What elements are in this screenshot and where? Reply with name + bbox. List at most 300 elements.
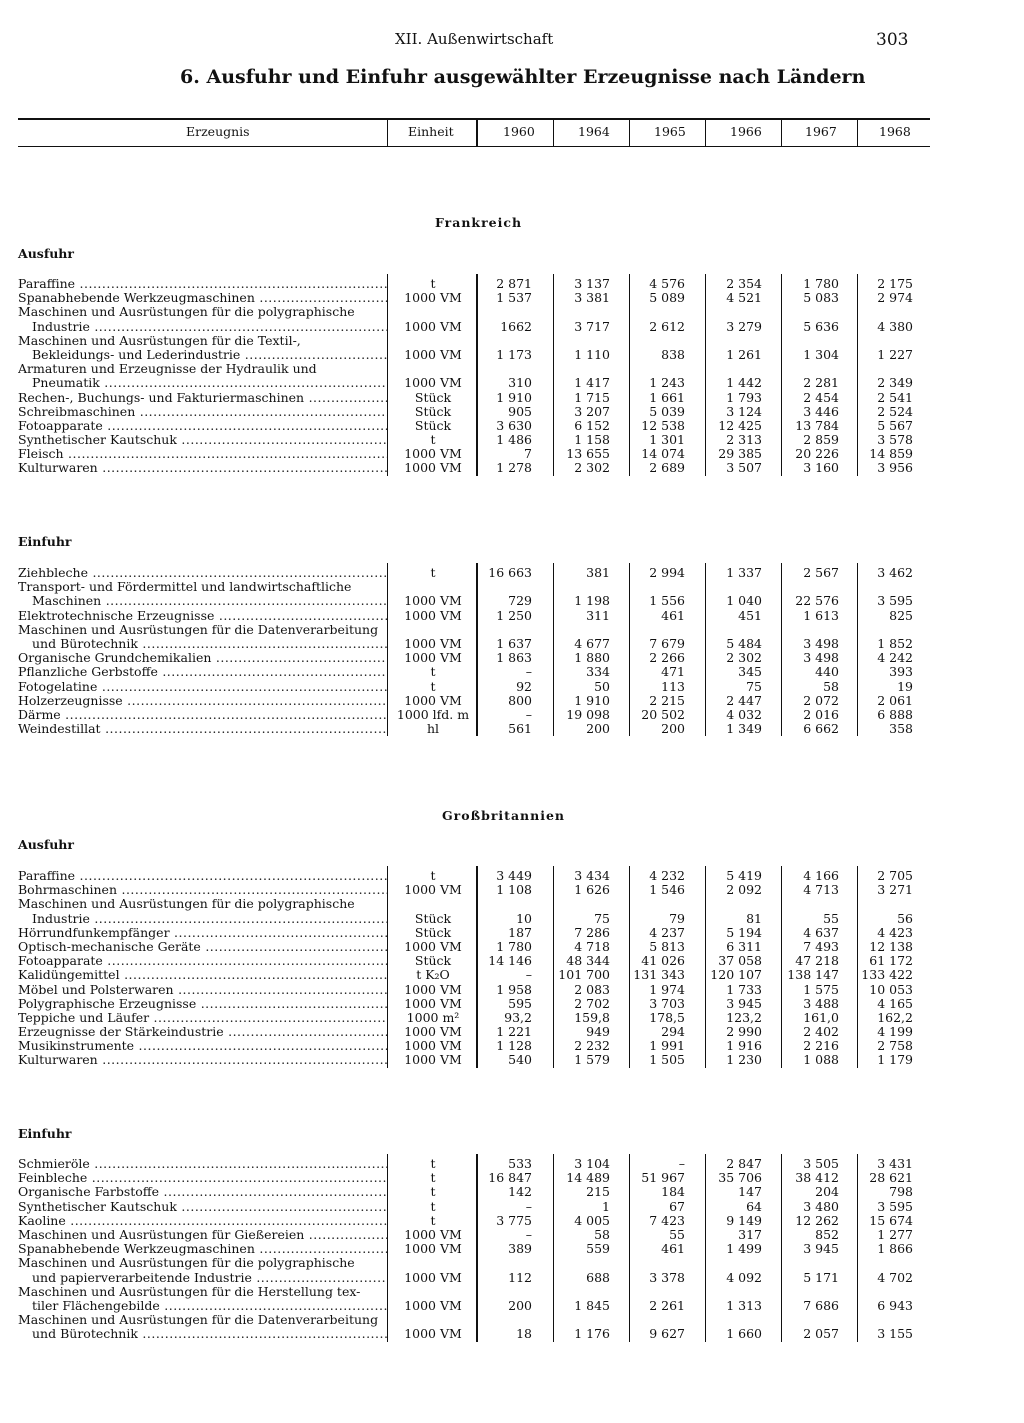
value-cell: 451 <box>738 607 762 623</box>
value-cell: 358 <box>889 721 913 737</box>
value-cell: 1 556 <box>649 593 685 609</box>
value-cell: 6 943 <box>877 1297 913 1313</box>
value-cell: 56 <box>897 910 913 926</box>
row-label <box>18 391 388 405</box>
table-row <box>18 883 930 897</box>
table-row <box>18 291 930 305</box>
row-label <box>18 1025 388 1039</box>
column-divider <box>387 1154 388 1342</box>
value-cell: 1 537 <box>496 290 532 306</box>
row-label <box>18 1242 388 1256</box>
value-cell: 5 039 <box>649 403 685 419</box>
unit-cell: t <box>430 1184 436 1200</box>
value-cell: 2 216 <box>803 1038 839 1054</box>
value-cell: 729 <box>508 593 532 609</box>
unit-cell: t <box>430 565 436 580</box>
value-cell: 2 061 <box>877 692 913 708</box>
row-label <box>18 405 388 419</box>
value-cell: 1 158 <box>574 432 610 448</box>
unit-cell: 1000 VM <box>404 1326 462 1342</box>
value-cell: 7 423 <box>649 1212 685 1228</box>
column-divider <box>387 866 388 1068</box>
value-cell: 1 575 <box>803 981 839 997</box>
column-header-year: 1964 <box>578 124 610 139</box>
table-row <box>18 305 930 333</box>
row-label <box>18 1011 388 1025</box>
value-cell: 389 <box>508 1241 532 1257</box>
row-label-text: und Bürotechnik ..... <box>32 637 388 651</box>
unit-cell: t <box>430 276 436 291</box>
value-cell: 1 579 <box>574 1052 610 1068</box>
value-cell: 2 994 <box>649 565 685 580</box>
value-cell: 58 <box>823 678 839 694</box>
value-cell: 2 524 <box>877 403 913 419</box>
value-cell: 1 910 <box>574 692 610 708</box>
table-row <box>18 566 930 580</box>
column-header-year: 1968 <box>879 124 911 139</box>
column-header-unit: Einheit <box>408 124 454 139</box>
table-row <box>18 983 930 997</box>
table-row <box>18 580 930 608</box>
value-cell: 4 637 <box>803 924 839 940</box>
value-cell: 3 480 <box>803 1198 839 1214</box>
row-label-line <box>18 912 388 926</box>
value-cell: 2 175 <box>877 276 913 291</box>
unit-cell: 1000 VM <box>404 1226 462 1242</box>
table-row <box>18 651 930 665</box>
value-cell: 310 <box>508 375 532 391</box>
row-label <box>18 609 388 623</box>
value-cell: 50 <box>594 678 610 694</box>
value-cell: 3 155 <box>877 1326 913 1342</box>
value-cell: 1 863 <box>496 650 532 666</box>
value-cell: 1 417 <box>574 375 610 391</box>
unit-cell: Stück <box>414 910 452 926</box>
value-cell: 5 636 <box>803 318 839 334</box>
column-header-product: Erzeugnis <box>186 124 250 139</box>
value-cell: 311 <box>586 607 610 623</box>
value-cell: 1 661 <box>649 389 685 405</box>
value-cell: 4 423 <box>877 924 913 940</box>
column-divider <box>781 563 782 736</box>
value-cell: 3 505 <box>803 1156 839 1171</box>
value-cell: 1 486 <box>496 432 532 448</box>
unit-cell: 1000 VM <box>404 1269 462 1285</box>
value-cell: 5 089 <box>649 290 685 306</box>
value-cell: 393 <box>889 664 913 680</box>
table-row <box>18 1157 930 1171</box>
value-cell: 1 793 <box>726 389 762 405</box>
value-cell: 37 058 <box>718 953 762 969</box>
value-cell: 4 232 <box>649 868 685 883</box>
row-label-text: Musikinstrumente ..... <box>18 1039 388 1053</box>
row-label <box>18 277 388 291</box>
value-cell: 159,8 <box>574 1009 610 1025</box>
value-cell: 5 484 <box>726 635 762 651</box>
value-cell: 6 311 <box>726 938 762 954</box>
value-cell: 4 521 <box>726 290 762 306</box>
value-cell: 1 780 <box>803 276 839 291</box>
row-label-text: Maschinen und Ausrüstungen für Gießereien ..... <box>18 1228 388 1242</box>
unit-cell: Stück <box>414 417 452 433</box>
row-label-text: Industrie ..... <box>32 320 388 334</box>
table-row <box>18 362 930 390</box>
column-divider <box>857 1154 858 1342</box>
value-cell: 92 <box>516 678 532 694</box>
column-divider <box>476 563 478 736</box>
value-cell: 6 662 <box>803 721 839 737</box>
value-cell: 2 705 <box>877 868 913 883</box>
value-cell: 294 <box>661 1024 685 1040</box>
value-cell: 2 847 <box>726 1156 762 1171</box>
row-label <box>18 291 388 305</box>
group-heading: Ausfuhr <box>18 837 74 852</box>
table-row <box>18 680 930 694</box>
value-cell: 1 442 <box>726 375 762 391</box>
unit-cell: hl <box>426 721 440 737</box>
row-label-line: Maschinen und Ausrüstungen für die polygraphische <box>18 1256 355 1271</box>
value-cell: 1 845 <box>574 1297 610 1313</box>
value-cell: 2 083 <box>574 981 610 997</box>
row-label-text: Paraffine ..... <box>18 277 388 291</box>
table-row <box>18 1313 930 1341</box>
value-cell: 101 700 <box>558 967 610 983</box>
column-divider <box>476 866 478 1068</box>
value-cell: 5 419 <box>726 868 762 883</box>
row-label <box>18 694 388 708</box>
value-cell: 81 <box>746 910 762 926</box>
value-cell: 5 171 <box>803 1269 839 1285</box>
value-cell: 3 498 <box>803 650 839 666</box>
value-cell: 949 <box>586 1024 610 1040</box>
value-cell: 838 <box>661 346 685 362</box>
table-row <box>18 623 930 651</box>
column-divider <box>857 274 858 476</box>
value-cell: 3 945 <box>726 995 762 1011</box>
column-divider <box>553 563 554 736</box>
value-cell: 1 974 <box>649 981 685 997</box>
row-label-text: Optisch-mechanische Geräte ..... <box>18 940 388 954</box>
value-cell: 2 261 <box>649 1297 685 1313</box>
row-label <box>18 651 388 665</box>
value-cell: 4 165 <box>877 995 913 1011</box>
row-label-line: Maschinen und Ausrüstungen für die Herstellung tex- <box>18 1284 361 1299</box>
value-cell: 51 967 <box>641 1170 685 1186</box>
table-row <box>18 1256 930 1284</box>
value-cell: 533 <box>508 1156 532 1171</box>
row-label <box>18 305 388 333</box>
table-row <box>18 1185 930 1199</box>
value-cell: 3 279 <box>726 318 762 334</box>
unit-cell: t <box>430 868 436 883</box>
value-cell: 7 <box>524 446 532 462</box>
value-cell: 7 286 <box>574 924 610 940</box>
value-cell: 1 505 <box>649 1052 685 1068</box>
value-cell: 9 627 <box>649 1326 685 1342</box>
row-label-text: Feinbleche ..... <box>18 1171 388 1185</box>
value-cell: 200 <box>508 1297 532 1313</box>
value-cell: 1 227 <box>877 346 913 362</box>
row-label-line <box>18 1271 388 1285</box>
table-row <box>18 419 930 433</box>
column-divider <box>629 274 630 476</box>
table-row <box>18 940 930 954</box>
value-cell: 120 107 <box>710 967 762 983</box>
value-cell: 161,0 <box>803 1009 839 1025</box>
column-divider <box>387 119 388 146</box>
row-label <box>18 1157 388 1171</box>
row-label-text: Bekleidungs- und Lederindustrie ..... <box>32 348 388 362</box>
value-cell: 2 612 <box>649 318 685 334</box>
table-row <box>18 1171 930 1185</box>
unit-cell: 1000 VM <box>404 290 462 306</box>
row-label-line <box>18 637 388 651</box>
unit-cell: 1000 VM <box>404 1241 462 1257</box>
value-cell: 2 402 <box>803 1024 839 1040</box>
column-divider <box>629 866 630 1068</box>
value-cell: 93,2 <box>504 1009 532 1025</box>
value-cell: 4 718 <box>574 938 610 954</box>
table-row <box>18 869 930 883</box>
value-cell: 4 380 <box>877 318 913 334</box>
value-cell: 2 541 <box>877 389 913 405</box>
value-cell: 7 679 <box>649 635 685 651</box>
table-row <box>18 954 930 968</box>
value-cell: 2 072 <box>803 692 839 708</box>
value-cell: 5 567 <box>877 417 913 433</box>
row-label-text: Schreibmaschinen ..... <box>18 405 388 419</box>
unit-cell: t <box>430 664 436 680</box>
value-cell: 2 281 <box>803 375 839 391</box>
value-cell: 1 040 <box>726 593 762 609</box>
unit-cell: 1000 VM <box>404 981 462 997</box>
value-cell: 4 242 <box>877 650 913 666</box>
row-label-text: Kalidüngemittel ..... <box>18 968 388 982</box>
column-divider <box>705 866 706 1068</box>
row-label-text: und papierverarbeitende Industrie ..... <box>32 1271 388 1285</box>
table-top-rule <box>18 118 930 120</box>
value-cell: 1 991 <box>649 1038 685 1054</box>
unit-cell: t <box>430 678 436 694</box>
value-cell: 12 538 <box>641 417 685 433</box>
row-label-text: Teppiche und Läufer ..... <box>18 1011 388 1025</box>
row-label <box>18 1256 388 1284</box>
unit-cell: 1000 lfd. m <box>396 706 470 722</box>
value-cell: 1 715 <box>574 389 610 405</box>
column-divider <box>553 866 554 1068</box>
unit-cell: 1000 VM <box>404 460 462 476</box>
value-cell: 4 166 <box>803 868 839 883</box>
unit-cell: t <box>430 432 436 448</box>
row-label-line: Maschinen und Ausrüstungen für die Datenverarbeitung <box>18 1313 379 1328</box>
value-cell: 133 422 <box>861 967 913 983</box>
value-cell: 3 449 <box>496 868 532 883</box>
value-cell: 1 301 <box>649 432 685 448</box>
row-label <box>18 968 388 982</box>
group-heading: Einfuhr <box>18 1126 72 1141</box>
row-label <box>18 940 388 954</box>
row-label-text: Därme ..... <box>18 708 388 722</box>
data-table <box>18 566 930 736</box>
value-cell: 3 630 <box>496 417 532 433</box>
row-label-text: Maschinen ..... <box>32 594 388 608</box>
value-cell: 3 717 <box>574 318 610 334</box>
value-cell: 4 199 <box>877 1024 913 1040</box>
value-cell: 3 945 <box>803 1241 839 1257</box>
value-cell: 559 <box>586 1241 610 1257</box>
value-cell: – <box>678 1156 685 1171</box>
table-row <box>18 1200 930 1214</box>
row-label-text: Fleisch ..... <box>18 447 388 461</box>
value-cell: 1 880 <box>574 650 610 666</box>
row-label <box>18 1313 388 1341</box>
column-divider <box>705 563 706 736</box>
row-label-text: Pflanzliche Gerbstoffe ..... <box>18 665 388 679</box>
value-cell: 5 813 <box>649 938 685 954</box>
value-cell: 2 302 <box>726 650 762 666</box>
value-cell: 461 <box>661 607 685 623</box>
column-divider <box>476 119 478 146</box>
value-cell: 1662 <box>500 318 532 334</box>
value-cell: 3 160 <box>803 460 839 476</box>
value-cell: 75 <box>746 678 762 694</box>
row-label-text: Fotogelatine ..... <box>18 680 388 694</box>
row-label-text: Pneumatik ..... <box>32 376 388 390</box>
table-row <box>18 334 930 362</box>
row-label-line <box>18 594 388 608</box>
row-label <box>18 419 388 433</box>
value-cell: 3 488 <box>803 995 839 1011</box>
unit-cell: 1000 VM <box>404 650 462 666</box>
value-cell: 29 385 <box>718 446 762 462</box>
value-cell: 22 576 <box>795 593 839 609</box>
value-cell: 4 092 <box>726 1269 762 1285</box>
column-header-year: 1967 <box>805 124 837 139</box>
value-cell: 1 179 <box>877 1052 913 1068</box>
column-divider <box>857 563 858 736</box>
value-cell: 1 243 <box>649 375 685 391</box>
value-cell: 3 595 <box>877 593 913 609</box>
column-divider <box>387 563 388 736</box>
unit-cell: 1000 VM <box>404 593 462 609</box>
value-cell: 4 005 <box>574 1212 610 1228</box>
column-divider <box>387 274 388 476</box>
unit-cell: Stück <box>414 403 452 419</box>
value-cell: 1 613 <box>803 607 839 623</box>
value-cell: 1 221 <box>496 1024 532 1040</box>
value-cell: 12 262 <box>795 1212 839 1228</box>
value-cell: 5 194 <box>726 924 762 940</box>
table-row <box>18 968 930 982</box>
value-cell: 9 149 <box>726 1212 762 1228</box>
table-row <box>18 1011 930 1025</box>
value-cell: 6 888 <box>877 706 913 722</box>
table-row <box>18 708 930 722</box>
column-divider <box>629 119 630 146</box>
value-cell: 3 462 <box>877 565 913 580</box>
value-cell: 3 446 <box>803 403 839 419</box>
unit-cell: Stück <box>414 924 452 940</box>
value-cell: 58 <box>594 1226 610 1242</box>
value-cell: 20 226 <box>795 446 839 462</box>
value-cell: 3 498 <box>803 635 839 651</box>
value-cell: 5 083 <box>803 290 839 306</box>
row-label-text: Erzeugnisse der Stärkeindustrie ..... <box>18 1025 388 1039</box>
row-label-line: Maschinen und Ausrüstungen für die polygraphische <box>18 305 355 320</box>
value-cell: 1 277 <box>877 1226 913 1242</box>
unit-cell: 1000 m² <box>406 1009 460 1025</box>
row-label <box>18 665 388 679</box>
row-label-line: Maschinen und Ausrüstungen für die Datenverarbeitung <box>18 622 379 637</box>
value-cell: 4 713 <box>803 882 839 898</box>
value-cell: – <box>525 664 532 680</box>
value-cell: 1 304 <box>803 346 839 362</box>
row-label <box>18 708 388 722</box>
group-heading: Ausfuhr <box>18 246 74 261</box>
value-cell: 13 655 <box>566 446 610 462</box>
data-table <box>18 1157 930 1341</box>
value-cell: 1 108 <box>496 882 532 898</box>
table-row <box>18 926 930 940</box>
value-cell: 131 343 <box>633 967 685 983</box>
column-divider <box>476 274 478 476</box>
value-cell: – <box>525 967 532 983</box>
value-cell: 3 431 <box>877 1156 913 1171</box>
value-cell: 3 507 <box>726 460 762 476</box>
value-cell: 540 <box>508 1052 532 1068</box>
value-cell: 1 910 <box>496 389 532 405</box>
value-cell: 3 775 <box>496 1212 532 1228</box>
value-cell: 3 703 <box>649 995 685 1011</box>
row-label-text: Organische Grundchemikalien ..... <box>18 651 388 665</box>
table-row <box>18 1228 930 1242</box>
table-row <box>18 897 930 925</box>
row-label <box>18 883 388 897</box>
row-label <box>18 580 388 608</box>
value-cell: 461 <box>661 1241 685 1257</box>
value-cell: 12 138 <box>869 938 913 954</box>
value-cell: 6 152 <box>574 417 610 433</box>
unit-cell: 1000 VM <box>404 1024 462 1040</box>
value-cell: 13 784 <box>795 417 839 433</box>
country-heading: Frankreich <box>435 215 523 230</box>
value-cell: 3 137 <box>574 276 610 291</box>
row-label <box>18 680 388 694</box>
row-label-line: Armaturen und Erzeugnisse der Hydraulik und <box>18 362 317 377</box>
column-divider <box>629 563 630 736</box>
table-row <box>18 1285 930 1313</box>
row-label <box>18 461 388 475</box>
value-cell: 2 266 <box>649 650 685 666</box>
value-cell: 20 502 <box>641 706 685 722</box>
row-label-text: Spanabhebende Werkzeugmaschinen ..... <box>18 1242 388 1256</box>
value-cell: 3 271 <box>877 882 913 898</box>
column-header-year: 1960 <box>503 124 535 139</box>
value-cell: 10 053 <box>869 981 913 997</box>
page-title: 6. Ausfuhr und Einfuhr ausgewählter Erzeugnisse nach Ländern <box>180 66 866 88</box>
value-cell: 1 110 <box>574 346 610 362</box>
value-cell: 123,2 <box>726 1009 762 1025</box>
value-cell: 7 686 <box>803 1297 839 1313</box>
table-row <box>18 1039 930 1053</box>
value-cell: 4 032 <box>726 706 762 722</box>
value-cell: 64 <box>746 1198 762 1214</box>
row-label-text: Organische Farbstoffe ..... <box>18 1185 388 1199</box>
row-label-text: Kulturwaren ..... <box>18 461 388 475</box>
table-row <box>18 1025 930 1039</box>
row-label-line: Maschinen und Ausrüstungen für die polygraphische <box>18 897 355 912</box>
value-cell: 2 215 <box>649 692 685 708</box>
